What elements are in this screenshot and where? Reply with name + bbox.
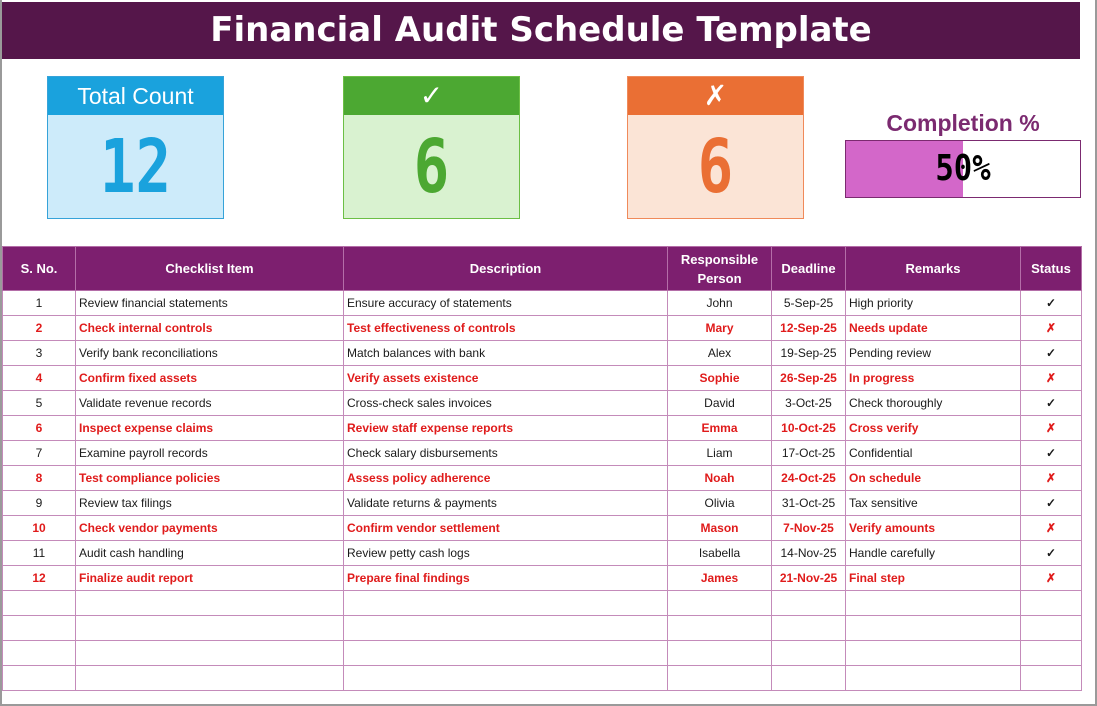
status-cross-icon[interactable]: ✗	[1021, 466, 1082, 491]
row-checklist-item[interactable]: Inspect expense claims	[76, 416, 344, 441]
empty-cell[interactable]	[344, 641, 668, 666]
row-responsible-person[interactable]: Emma	[668, 416, 772, 441]
row-remarks[interactable]: Pending review	[846, 341, 1021, 366]
header-status: Status	[1021, 247, 1082, 291]
row-responsible-person[interactable]: Olivia	[668, 491, 772, 516]
row-remarks[interactable]: Verify amounts	[846, 516, 1021, 541]
row-responsible-person[interactable]: Isabella	[668, 541, 772, 566]
row-deadline[interactable]: 7-Nov-25	[772, 516, 846, 541]
row-deadline[interactable]: 12-Sep-25	[772, 316, 846, 341]
page-title: Financial Audit Schedule Template	[2, 2, 1080, 59]
row-remarks[interactable]: High priority	[846, 291, 1021, 316]
empty-row[interactable]	[3, 591, 1082, 616]
row-checklist-item[interactable]: Check vendor payments	[76, 516, 344, 541]
row-responsible-person[interactable]: Sophie	[668, 366, 772, 391]
row-sno[interactable]: 9	[3, 491, 76, 516]
row-description[interactable]: Test effectiveness of controls	[344, 316, 668, 341]
empty-cell[interactable]	[3, 666, 76, 691]
row-deadline[interactable]: 26-Sep-25	[772, 366, 846, 391]
row-description[interactable]: Match balances with bank	[344, 341, 668, 366]
row-description[interactable]: Assess policy adherence	[344, 466, 668, 491]
row-deadline[interactable]: 21-Nov-25	[772, 566, 846, 591]
empty-cell[interactable]	[846, 641, 1021, 666]
empty-cell[interactable]	[3, 641, 76, 666]
row-description[interactable]: Review staff expense reports	[344, 416, 668, 441]
completion-progress-bar	[845, 140, 1081, 198]
status-check-icon[interactable]: ✓	[1021, 541, 1082, 566]
row-sno[interactable]: 11	[3, 541, 76, 566]
status-check-icon[interactable]: ✓	[1021, 441, 1082, 466]
row-sno[interactable]: 10	[3, 516, 76, 541]
row-sno[interactable]: 7	[3, 441, 76, 466]
header-responsible-person: Responsible Person	[668, 247, 772, 291]
empty-cell[interactable]	[846, 591, 1021, 616]
table-row[interactable]	[3, 566, 1082, 591]
status-check-icon[interactable]: ✓	[1021, 491, 1082, 516]
status-check-icon[interactable]: ✓	[1021, 391, 1082, 416]
row-remarks[interactable]: Tax sensitive	[846, 491, 1021, 516]
row-description[interactable]: Ensure accuracy of statements	[344, 291, 668, 316]
header-deadline: Deadline	[772, 247, 846, 291]
row-responsible-person[interactable]: Mary	[668, 316, 772, 341]
row-responsible-person[interactable]: Alex	[668, 341, 772, 366]
row-responsible-person[interactable]: Mason	[668, 516, 772, 541]
pending-count-value: 6	[697, 124, 734, 210]
row-remarks[interactable]: Handle carefully	[846, 541, 1021, 566]
empty-cell[interactable]	[846, 616, 1021, 641]
empty-cell[interactable]	[772, 641, 846, 666]
empty-cell[interactable]	[668, 591, 772, 616]
row-remarks[interactable]: In progress	[846, 366, 1021, 391]
empty-cell[interactable]	[668, 666, 772, 691]
header-description: Description	[344, 247, 668, 291]
empty-cell[interactable]	[344, 666, 668, 691]
row-checklist-item[interactable]: Validate revenue records	[76, 391, 344, 416]
table-header-row	[3, 247, 1082, 291]
table-row[interactable]	[3, 416, 1082, 441]
row-description[interactable]: Validate returns & payments	[344, 491, 668, 516]
empty-cell[interactable]	[3, 616, 76, 641]
row-sno[interactable]: 4	[3, 366, 76, 391]
row-remarks[interactable]: Final step	[846, 566, 1021, 591]
row-checklist-item[interactable]: Check internal controls	[76, 316, 344, 341]
row-checklist-item[interactable]: Confirm fixed assets	[76, 366, 344, 391]
row-responsible-person[interactable]: David	[668, 391, 772, 416]
row-sno[interactable]: 5	[3, 391, 76, 416]
table-row[interactable]	[3, 341, 1082, 366]
table-row[interactable]	[3, 316, 1082, 341]
row-deadline[interactable]: 10-Oct-25	[772, 416, 846, 441]
row-deadline[interactable]: 19-Sep-25	[772, 341, 846, 366]
row-remarks[interactable]: On schedule	[846, 466, 1021, 491]
row-description[interactable]: Confirm vendor settlement	[344, 516, 668, 541]
completed-count-value: 6	[413, 124, 450, 210]
header-checklist-item: Checklist Item	[76, 247, 344, 291]
audit-schedule-table	[2, 246, 1082, 691]
table-row[interactable]	[3, 541, 1082, 566]
row-sno[interactable]: 3	[3, 341, 76, 366]
table-row[interactable]	[3, 366, 1082, 391]
total-count-value: 12	[99, 124, 172, 210]
empty-cell[interactable]	[76, 616, 344, 641]
row-remarks[interactable]: Needs update	[846, 316, 1021, 341]
empty-cell[interactable]	[846, 666, 1021, 691]
empty-cell[interactable]	[1021, 666, 1082, 691]
status-check-icon[interactable]: ✓	[1021, 341, 1082, 366]
empty-cell[interactable]	[1021, 641, 1082, 666]
total-count-card	[47, 76, 224, 219]
row-responsible-person[interactable]: John	[668, 291, 772, 316]
table-row[interactable]	[3, 441, 1082, 466]
empty-cell[interactable]	[76, 666, 344, 691]
header-remarks: Remarks	[846, 247, 1021, 291]
row-sno[interactable]: 1	[3, 291, 76, 316]
empty-cell[interactable]	[668, 641, 772, 666]
table-row[interactable]	[3, 466, 1082, 491]
row-description[interactable]: Prepare final findings	[344, 566, 668, 591]
row-description[interactable]: Review petty cash logs	[344, 541, 668, 566]
row-remarks[interactable]: Confidential	[846, 441, 1021, 466]
pending-count-card	[627, 76, 804, 219]
status-cross-icon[interactable]: ✗	[1021, 366, 1082, 391]
table-row[interactable]	[3, 391, 1082, 416]
completed-count-card	[343, 76, 520, 219]
row-remarks[interactable]: Cross verify	[846, 416, 1021, 441]
row-deadline[interactable]: 14-Nov-25	[772, 541, 846, 566]
table-row[interactable]	[3, 491, 1082, 516]
row-sno[interactable]: 6	[3, 416, 76, 441]
row-checklist-item[interactable]: Review financial statements	[76, 291, 344, 316]
table-row[interactable]	[3, 291, 1082, 316]
row-deadline[interactable]: 24-Oct-25	[772, 466, 846, 491]
empty-cell[interactable]	[3, 591, 76, 616]
check-icon: ✓	[344, 77, 519, 115]
empty-cell[interactable]	[76, 591, 344, 616]
row-checklist-item[interactable]: Test compliance policies	[76, 466, 344, 491]
row-description[interactable]: Cross-check sales invoices	[344, 391, 668, 416]
empty-cell[interactable]	[344, 616, 668, 641]
row-sno[interactable]: 8	[3, 466, 76, 491]
row-sno[interactable]: 12	[3, 566, 76, 591]
empty-cell[interactable]	[1021, 616, 1082, 641]
row-remarks[interactable]: Check thoroughly	[846, 391, 1021, 416]
row-responsible-person[interactable]: Noah	[668, 466, 772, 491]
header-sno: S. No.	[3, 247, 76, 291]
table-row[interactable]	[3, 516, 1082, 541]
row-checklist-item[interactable]: Finalize audit report	[76, 566, 344, 591]
empty-cell[interactable]	[344, 591, 668, 616]
empty-cell[interactable]	[772, 666, 846, 691]
empty-cell[interactable]	[76, 641, 344, 666]
row-responsible-person[interactable]: James	[668, 566, 772, 591]
row-checklist-item[interactable]: Verify bank reconciliations	[76, 341, 344, 366]
status-check-icon[interactable]: ✓	[1021, 291, 1082, 316]
completion-percent: 50%	[935, 148, 991, 189]
status-cross-icon[interactable]: ✗	[1021, 566, 1082, 591]
row-checklist-item[interactable]: Examine payroll records	[76, 441, 344, 466]
row-checklist-item[interactable]: Audit cash handling	[76, 541, 344, 566]
status-cross-icon[interactable]: ✗	[1021, 416, 1082, 441]
total-count-label: Total Count	[48, 77, 223, 115]
cross-icon: ✗	[628, 77, 803, 115]
row-deadline[interactable]: 3-Oct-25	[772, 391, 846, 416]
empty-row[interactable]	[3, 616, 1082, 641]
completion-label: Completion %	[886, 110, 1040, 136]
empty-cell[interactable]	[772, 616, 846, 641]
empty-cell[interactable]	[1021, 591, 1082, 616]
row-responsible-person[interactable]: Liam	[668, 441, 772, 466]
empty-row[interactable]	[3, 666, 1082, 691]
row-sno[interactable]: 2	[3, 316, 76, 341]
empty-cell[interactable]	[772, 591, 846, 616]
status-cross-icon[interactable]: ✗	[1021, 316, 1082, 341]
row-description[interactable]: Check salary disbursements	[344, 441, 668, 466]
row-checklist-item[interactable]: Review tax filings	[76, 491, 344, 516]
row-deadline[interactable]: 31-Oct-25	[772, 491, 846, 516]
status-cross-icon[interactable]: ✗	[1021, 516, 1082, 541]
row-deadline[interactable]: 17-Oct-25	[772, 441, 846, 466]
empty-row[interactable]	[3, 641, 1082, 666]
row-deadline[interactable]: 5-Sep-25	[772, 291, 846, 316]
row-description[interactable]: Verify assets existence	[344, 366, 668, 391]
empty-cell[interactable]	[668, 616, 772, 641]
